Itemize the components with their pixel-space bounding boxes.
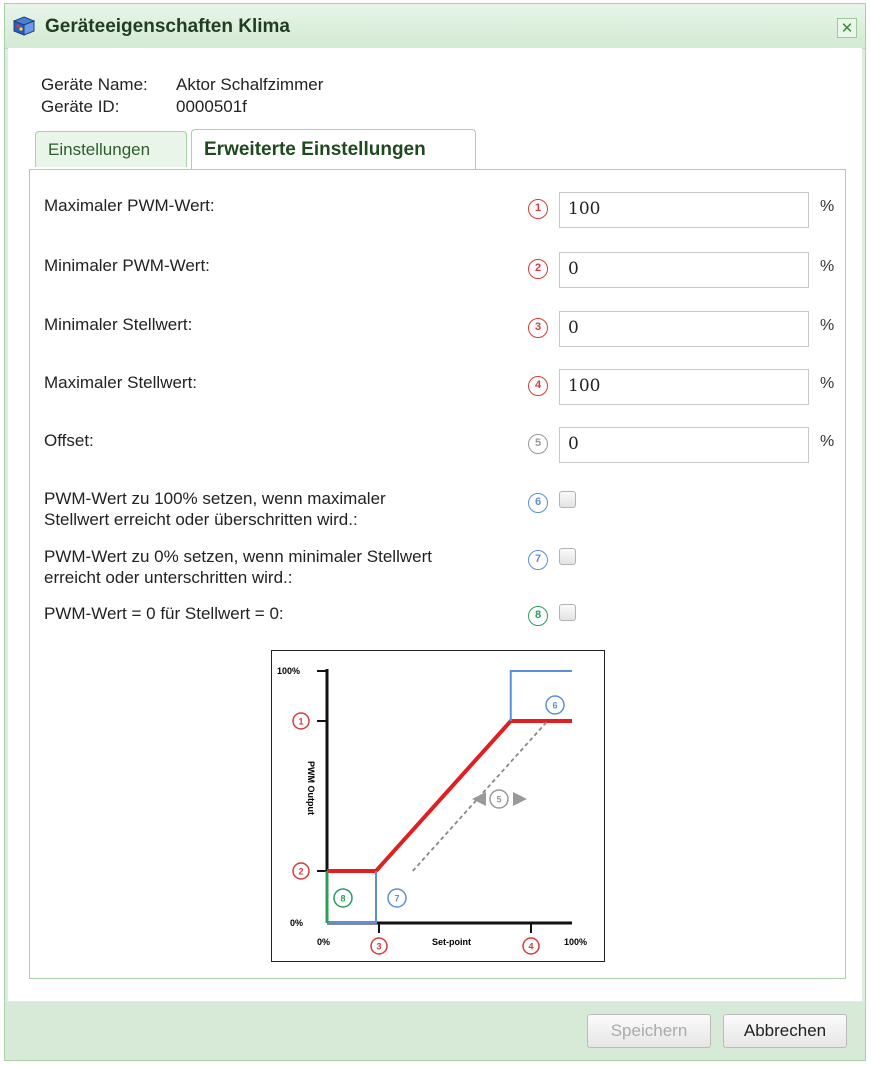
min-setpoint-label: Minimaler Stellwert: xyxy=(44,315,193,334)
max-setpoint-input[interactable]: 100 xyxy=(559,369,809,405)
device-properties-dialog xyxy=(4,3,866,1061)
min-setpoint-input[interactable]: 0 xyxy=(559,311,809,347)
pwm-100-checkbox[interactable] xyxy=(559,491,576,508)
device-cube-icon xyxy=(13,16,35,36)
svg-text:2: 2 xyxy=(298,866,304,877)
min-pwm-unit: % xyxy=(820,258,835,275)
marker-8-icon: 8 xyxy=(528,606,548,626)
chart-marker-5 xyxy=(490,790,508,808)
marker-7-icon: 7 xyxy=(528,550,548,570)
advanced-settings-panel xyxy=(29,169,846,979)
save-button[interactable]: Speichern xyxy=(587,1014,711,1048)
pwm-diagram xyxy=(271,650,605,962)
device-name-row xyxy=(41,75,323,95)
tab-erweiterte-einstellungen[interactable]: Erweiterte Einstellungen xyxy=(191,129,476,169)
pwm-zero-label: PWM-Wert = 0 für Stellwert = 0: xyxy=(44,604,284,623)
chart-marker-4 xyxy=(523,938,539,954)
chart-marker-3 xyxy=(371,938,387,954)
offset-arrow-left-icon xyxy=(472,792,486,806)
x-tick-label-right: 100% xyxy=(564,937,588,947)
x-tick-label-left: 0% xyxy=(317,937,331,947)
pwm-zero-checkbox[interactable] xyxy=(559,604,576,621)
offset-input[interactable]: 0 xyxy=(559,427,809,463)
marker-2-icon: 2 xyxy=(528,259,548,279)
svg-text:6: 6 xyxy=(552,700,558,711)
svg-text:3: 3 xyxy=(376,941,382,952)
chart-marker-7 xyxy=(388,889,406,907)
svg-text:7: 7 xyxy=(394,893,400,904)
y-tick-label-top: 100% xyxy=(277,666,301,676)
close-button[interactable] xyxy=(837,18,857,38)
svg-text:5: 5 xyxy=(496,794,502,805)
svg-text:4: 4 xyxy=(528,941,534,952)
chart-marker-8 xyxy=(334,889,352,907)
pwm-100-label: PWM-Wert zu 100% setzen, wenn maximaler Stellwert erreicht oder überschritten wird.: xyxy=(44,489,386,529)
chart-marker-6 xyxy=(546,696,564,714)
marker-5-icon: 5 xyxy=(528,434,548,454)
max-pwm-unit: % xyxy=(820,198,835,215)
device-name-label: Geräte Name: xyxy=(41,75,148,94)
chart-marker-1 xyxy=(293,713,309,729)
max-setpoint-label: Maximaler Stellwert: xyxy=(44,373,198,392)
dialog-footer xyxy=(5,1002,865,1060)
offset-arrow-right-icon xyxy=(513,792,527,806)
dialog-titlebar[interactable] xyxy=(5,4,865,49)
svg-text:1: 1 xyxy=(298,716,304,727)
device-id-value: 0000501f xyxy=(176,97,247,116)
min-pwm-input[interactable]: 0 xyxy=(559,252,809,288)
dialog-title: Geräteeigenschaften Klima xyxy=(45,16,290,37)
pwm-chart-svg xyxy=(272,651,603,960)
cancel-button[interactable]: Abbrechen xyxy=(723,1014,847,1048)
offset-unit: % xyxy=(820,433,835,450)
tab-einstellungen[interactable]: Einstellungen xyxy=(35,131,187,167)
min-setpoint-unit: % xyxy=(820,317,835,334)
device-id-row xyxy=(41,97,247,117)
close-icon: ✕ xyxy=(840,20,854,37)
svg-text:8: 8 xyxy=(340,893,346,904)
pwm-0-label: PWM-Wert zu 0% setzen, wenn minimaler Stellwert erreicht oder unterschritten wird.: xyxy=(44,547,432,587)
marker-3-icon: 3 xyxy=(528,318,548,338)
device-id-label: Geräte ID: xyxy=(41,97,120,116)
marker-6-icon: 6 xyxy=(528,493,548,513)
pwm-curve-line xyxy=(327,721,572,871)
marker-4-icon: 4 xyxy=(528,376,548,396)
y-axis-label: PWM Output xyxy=(306,761,316,815)
series-layer xyxy=(327,671,572,923)
offset-label: Offset: xyxy=(44,431,94,450)
device-name-value: Aktor Schalfzimmer xyxy=(176,75,324,94)
max-pwm-input[interactable]: 100 xyxy=(559,192,809,228)
chart-marker-2 xyxy=(293,863,309,879)
min-pwm-label: Minimaler PWM-Wert: xyxy=(44,256,210,275)
max-clamp-line xyxy=(511,671,572,721)
marker-1-icon: 1 xyxy=(528,199,548,219)
x-axis-label: Set-point xyxy=(432,937,471,947)
max-setpoint-unit: % xyxy=(820,375,835,392)
pwm-0-checkbox[interactable] xyxy=(559,548,576,565)
y-tick-label-bottom: 0% xyxy=(290,918,304,928)
dialog-content xyxy=(8,48,862,1001)
max-pwm-label: Maximaler PWM-Wert: xyxy=(44,196,215,215)
